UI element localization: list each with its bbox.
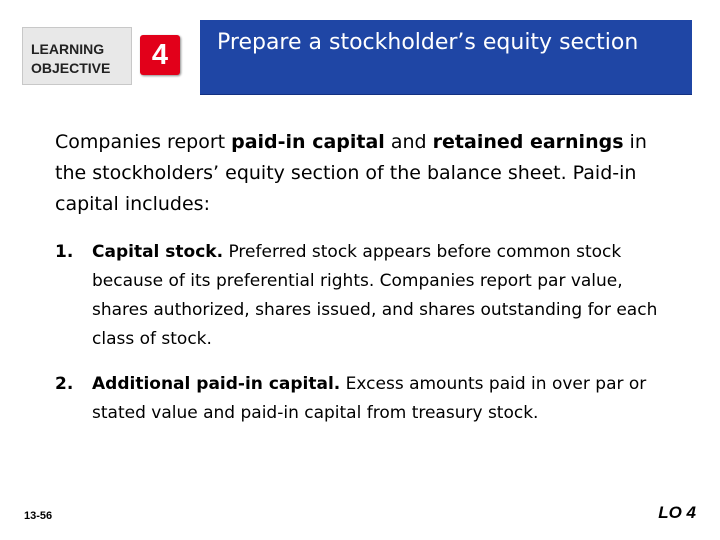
page-number: 13-56 <box>24 510 53 522</box>
intro-bold-term: paid-in capital <box>231 131 385 153</box>
objective-number-badge: 4 <box>140 35 180 75</box>
list-item-heading: Capital stock. <box>92 242 224 262</box>
intro-text: Companies report <box>55 131 232 153</box>
intro-text: in the stockholders’ equity section of the balance sheet. Paid-in capital includes: <box>55 131 647 215</box>
list-item-text: Preferred stock appears before common stock because of its preferential rights. Companies report par value, shares authorized, shares issued, and shares outstanding for each class of stock. <box>92 242 658 349</box>
learning-objective-label: LEARNING OBJECTIVE <box>31 41 111 76</box>
list-item-body <box>92 238 675 354</box>
intro-paragraph <box>55 127 655 220</box>
list-item <box>55 370 675 428</box>
list-item-number: 2. <box>55 374 74 394</box>
slide-title: Prepare a stockholder’s equity section <box>217 30 639 55</box>
list-item-body <box>92 370 675 428</box>
title-bar <box>200 20 692 95</box>
list-item <box>55 238 675 354</box>
list-item-text: Excess amounts paid in over par or stated value and paid-in capital from treasury stock. <box>92 374 647 423</box>
intro-text: and <box>384 131 433 153</box>
learning-objective-tag: LO 4 <box>658 503 696 522</box>
list-item-number: 1. <box>55 242 74 262</box>
intro-bold-term: retained earnings <box>432 131 624 153</box>
list-item-heading: Additional paid-in capital. <box>92 374 341 394</box>
learning-objective-box <box>22 27 132 85</box>
